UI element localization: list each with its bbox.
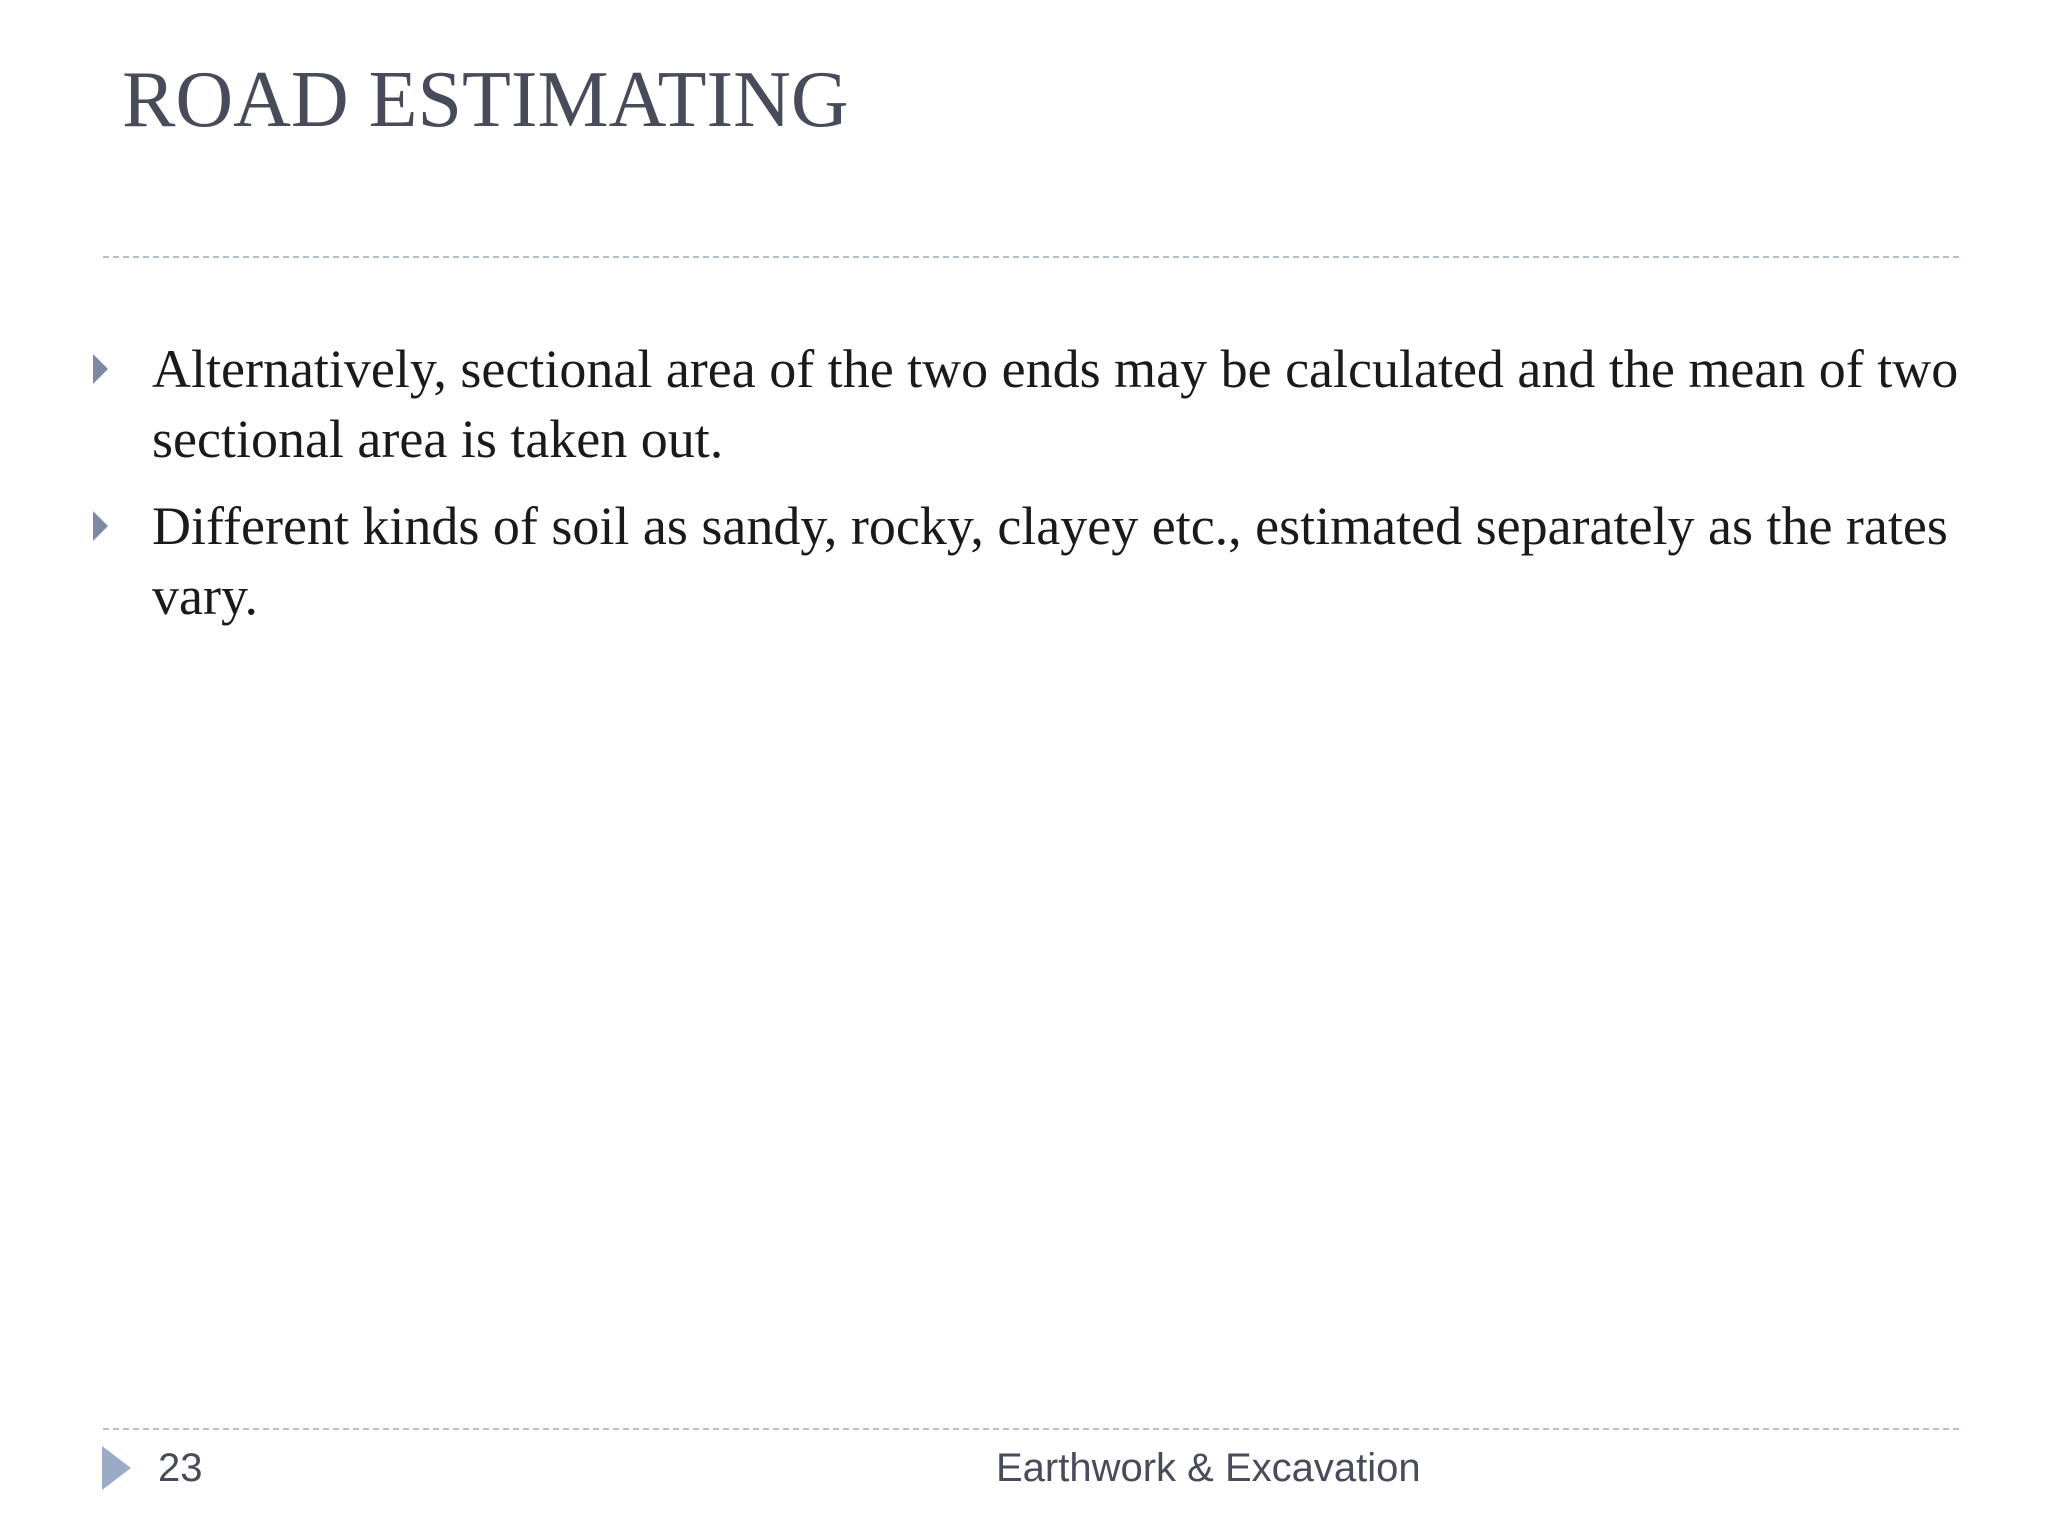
slide-title: ROAD ESTIMATING <box>122 56 849 144</box>
footer-text: Earthwork & Excavation <box>996 1446 1421 1490</box>
footer-triangle-icon <box>102 1446 131 1490</box>
bullet-text: Different kinds of soil as sandy, rocky, clayey etc., estimated separately as the rates vary. <box>152 496 1948 626</box>
bullet-list <box>86 334 1986 648</box>
bullet-item <box>86 334 1986 474</box>
triangle-bullet-icon <box>93 511 108 541</box>
bullet-text: Alternatively, sectional area of the two ends may be calculated and the mean of two sectional area is taken out. <box>152 339 1959 469</box>
bullet-item <box>86 491 1986 631</box>
triangle-bullet-icon <box>93 354 108 384</box>
slide-number: 23 <box>158 1446 203 1490</box>
title-divider <box>103 256 1959 258</box>
footer-divider <box>103 1428 1959 1430</box>
